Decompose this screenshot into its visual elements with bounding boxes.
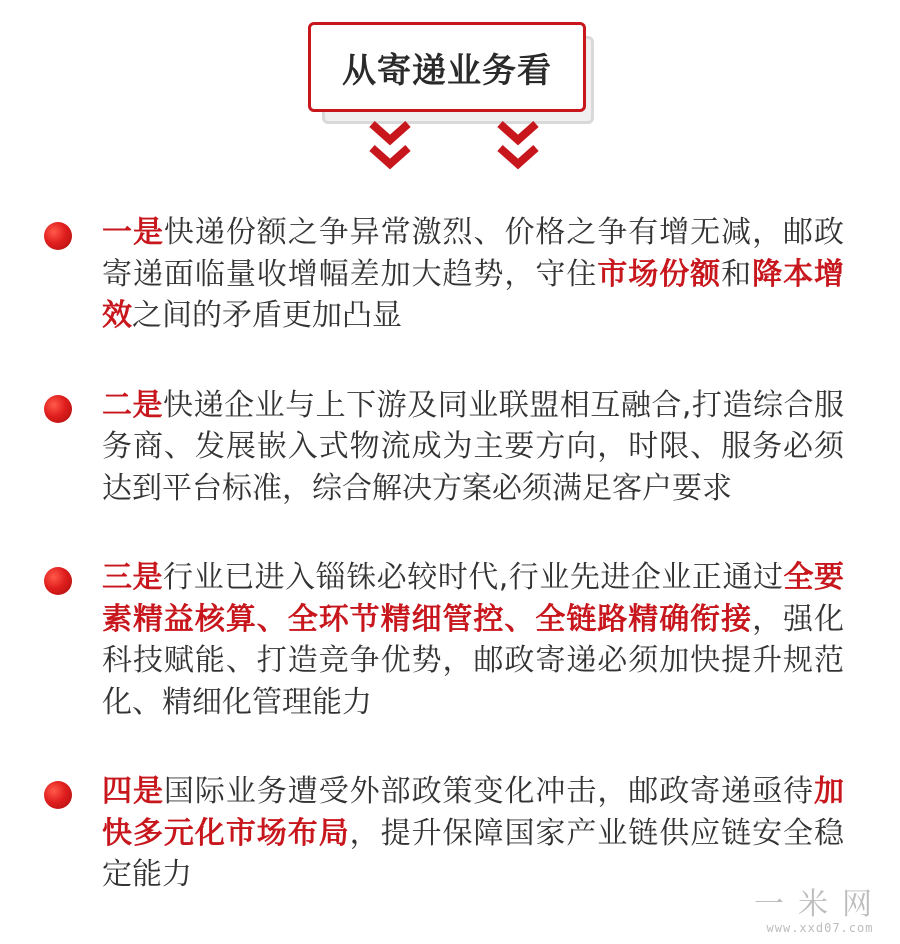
item-lead: 三是 (102, 560, 164, 595)
item-text (102, 385, 844, 510)
item-lead: 一是 (102, 215, 164, 250)
highlight-text: 加快多元化市场布局 (102, 774, 845, 851)
highlight-text: 降本增效 (102, 256, 845, 333)
bullet-dot-icon (44, 567, 72, 595)
watermark-name: 一米网 (754, 887, 886, 922)
text-segment: 快递份额之争异常激烈、价格之争有增无减，邮政寄递面临量收增幅差加大趋势，守住 (102, 215, 845, 292)
item-text (102, 557, 844, 723)
text-segment: 之间的矛盾更加凸显 (132, 298, 402, 333)
list-item (0, 557, 900, 723)
watermark-url: www.xxd07.com (766, 921, 874, 935)
list-item (0, 212, 900, 337)
point-list (0, 212, 900, 944)
highlight-text: 市场份额 (597, 256, 722, 292)
item-lead: 四是 (102, 774, 164, 809)
section-title-frame (308, 22, 598, 132)
item-text (102, 771, 844, 896)
text-segment: ，提升保障国家产业链供应链安全稳定能力 (102, 815, 845, 892)
text-segment: 行业已进入锱铢必较时代,行业先进企业正通过 (163, 560, 784, 595)
title-box (308, 22, 586, 112)
double-chevron-down-icon (368, 118, 412, 178)
text-segment: 和 (721, 256, 753, 292)
item-text (102, 212, 844, 337)
bullet-dot-icon (44, 395, 72, 423)
highlight-text: 全要素精益核算、全环节精细管控、全链路精确衔接 (102, 560, 845, 637)
text-segment: 快递企业与上下游及同业联盟相互融合,打造综合服务商、发展嵌入式物流成为主要方向，时限、服务必须达到平台标准，综合解决方案必须满足客户要求 (102, 387, 844, 506)
watermark (754, 889, 886, 935)
text-segment: ，强化科技赋能、打造竞争优势，邮政寄递必须加快提升规范化、精细化管理能力 (102, 601, 845, 720)
page-title: 从寄递业务看 (342, 50, 552, 91)
bullet-dot-icon (44, 781, 72, 809)
bullet-dot-icon (44, 222, 72, 250)
double-chevron-down-icon (496, 118, 540, 178)
list-item (0, 771, 900, 896)
item-lead: 二是 (102, 387, 164, 423)
text-segment: 国际业务遭受外部政策变化冲击，邮政寄递亟待 (163, 774, 815, 809)
list-item (0, 385, 900, 510)
